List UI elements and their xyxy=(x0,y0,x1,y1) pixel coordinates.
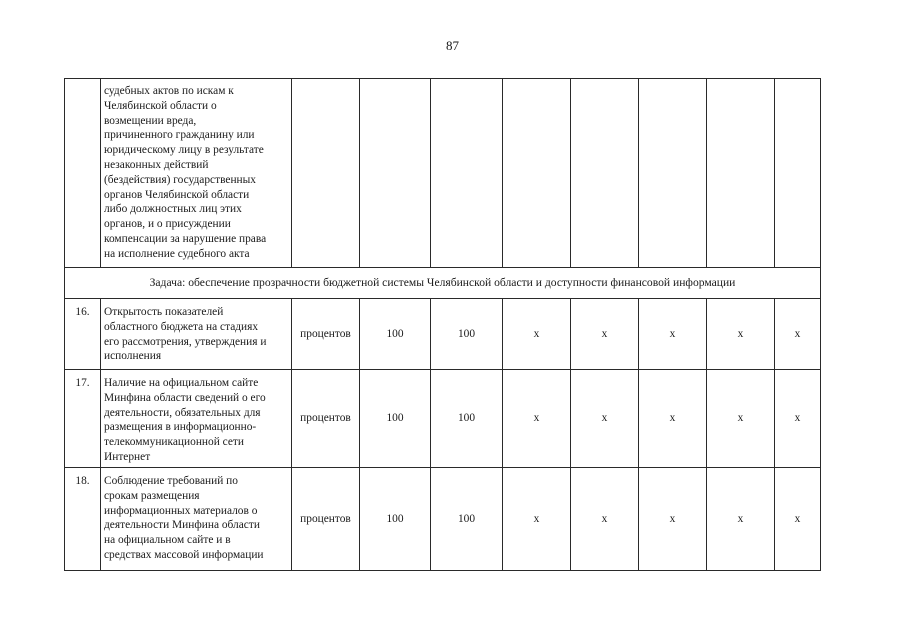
value-cell: x xyxy=(503,299,571,370)
value-cell: x xyxy=(571,299,639,370)
table-row xyxy=(65,468,821,571)
table-row xyxy=(65,370,821,468)
indicators-table xyxy=(64,78,821,571)
value-cell: 100 xyxy=(360,299,431,370)
value-cell: x xyxy=(639,299,707,370)
unit-cell: процентов xyxy=(292,370,360,468)
row-number: 16. xyxy=(65,299,101,370)
indicator-description: Соблюдение требований по срокам размещения информационных материалов о деятельности Минфина области на официальном сайте и в средствах массовой информации xyxy=(101,468,292,571)
value-cell: x xyxy=(571,370,639,468)
value-cell: 100 xyxy=(360,370,431,468)
table-row-continued xyxy=(65,79,821,268)
value-cell: x xyxy=(775,299,821,370)
unit-cell: процентов xyxy=(292,299,360,370)
value-cell: 100 xyxy=(431,468,503,571)
value-cell: x xyxy=(775,468,821,571)
value-cell xyxy=(571,79,639,268)
task-heading: Задача: обеспечение прозрачности бюджетной системы Челябинской области и доступности финансовой информации xyxy=(65,268,821,299)
value-cell xyxy=(639,79,707,268)
indicator-description: Наличие на официальном сайте Минфина области сведений о его деятельности, обязательных для размещения в информационно- телекоммуникационной сети Интернет xyxy=(101,370,292,468)
row-number: 17. xyxy=(65,370,101,468)
value-cell xyxy=(431,79,503,268)
table-row xyxy=(65,299,821,370)
indicator-description: Открытость показателей областного бюджета на стадиях его рассмотрения, утверждения и исполнения xyxy=(101,299,292,370)
value-cell xyxy=(707,79,775,268)
value-cell: 100 xyxy=(431,370,503,468)
value-cell xyxy=(503,79,571,268)
page-number: 87 xyxy=(446,38,459,53)
value-cell: x xyxy=(571,468,639,571)
indicator-description: судебных актов по искам к Челябинской области о возмещении вреда, причиненного гражданину или юридическому лицу в результате незаконных действий (бездействия) государственных органов Челябинской области либо должностных лиц этих органов, и о присуждении компенсации за нарушение права на исполнение судебного акта xyxy=(101,79,292,268)
value-cell: 100 xyxy=(360,468,431,571)
value-cell xyxy=(775,79,821,268)
unit-cell xyxy=(292,79,360,268)
row-number: 18. xyxy=(65,468,101,571)
value-cell: 100 xyxy=(431,299,503,370)
value-cell: x xyxy=(639,468,707,571)
value-cell: x xyxy=(503,370,571,468)
row-number-cell xyxy=(65,79,101,268)
value-cell: x xyxy=(707,299,775,370)
value-cell: x xyxy=(639,370,707,468)
value-cell: x xyxy=(707,468,775,571)
task-row xyxy=(65,268,821,299)
unit-cell: процентов xyxy=(292,468,360,571)
value-cell xyxy=(360,79,431,268)
value-cell: x xyxy=(775,370,821,468)
value-cell: x xyxy=(503,468,571,571)
value-cell: x xyxy=(707,370,775,468)
